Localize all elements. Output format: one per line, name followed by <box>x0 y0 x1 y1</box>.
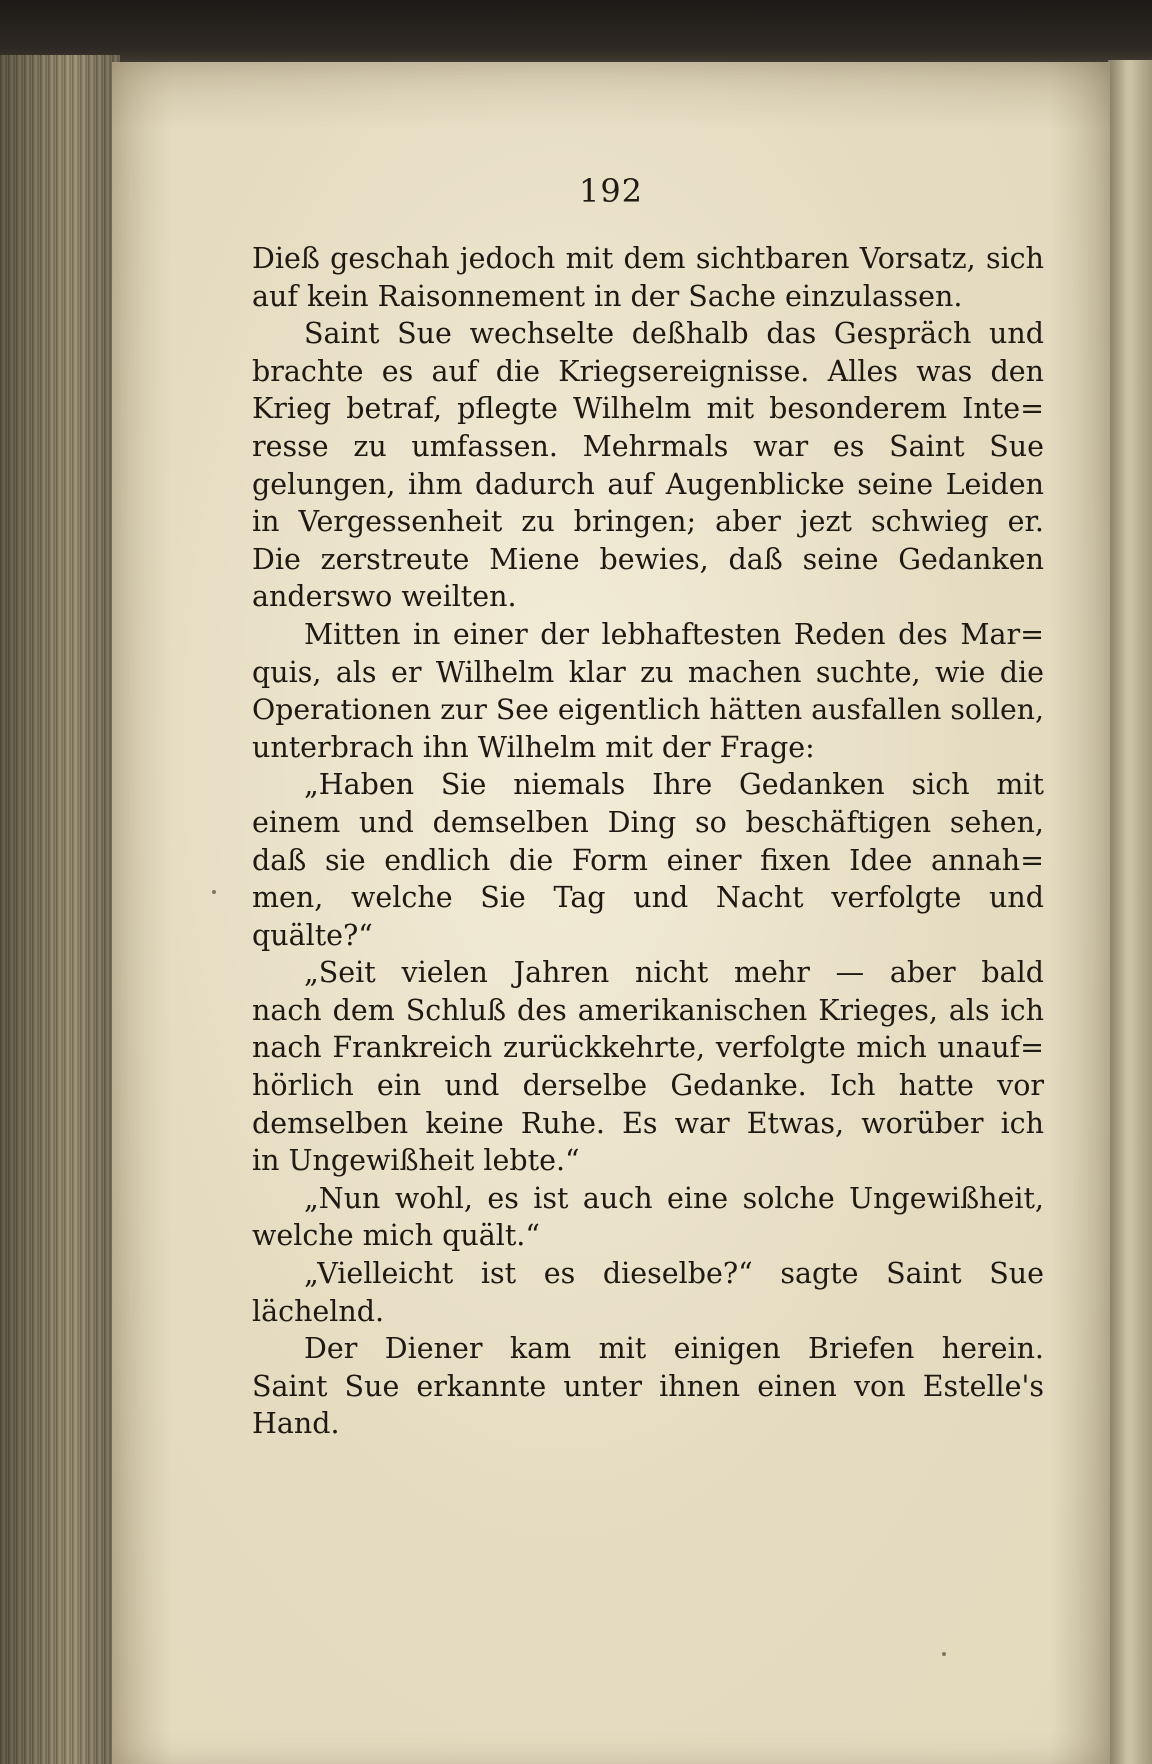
book-page <box>112 62 1110 1764</box>
text-line: daß sie endlich die Form einer fixen Idee annah= <box>252 843 1044 877</box>
paragraph <box>252 315 1044 616</box>
page-number: 192 <box>578 172 644 210</box>
text-line: brachte es auf die Kriegsereignisse. Alles was den <box>252 354 1044 388</box>
text-line: anderswo weilten. <box>252 580 517 614</box>
text-line: einem und demselben Ding so beschäftigen sehen, <box>252 805 1044 839</box>
text-line: nach dem Schluß des amerikanischen Krieges, als ich <box>252 993 1044 1027</box>
text-line: Der Diener kam mit einigen Briefen herein. <box>304 1332 1044 1366</box>
text-line: Die zerstreute Miene bewies, daß seine Gedanken <box>252 542 1044 576</box>
book-cover-edge <box>0 0 1152 70</box>
paragraph <box>252 1330 1044 1443</box>
text-line: in Vergessenheit zu bringen; aber jezt schwieg er. <box>252 505 1044 539</box>
text-line: Mitten in einer der lebhaftesten Reden des Mar= <box>304 617 1044 651</box>
paragraph <box>252 240 1044 315</box>
text-line: „Seit vielen Jahren nicht mehr — aber bald <box>304 956 1044 990</box>
text-line: Operationen zur See eigentlich hätten ausfallen sollen, <box>252 693 1044 727</box>
text-line: Saint Sue erkannte unter ihnen einen von Estelle's <box>252 1369 1044 1403</box>
paragraph <box>252 954 1044 1180</box>
text-line: Krieg betraf, pflegte Wilhelm mit besonderem Inte= <box>252 392 1044 426</box>
text-line: auf kein Raisonnement in der Sache einzulassen. <box>252 279 963 313</box>
text-line: Saint Sue wechselte deßhalb das Gespräch und <box>304 317 1044 351</box>
ink-speck <box>942 1652 946 1656</box>
page-edges-shadow <box>0 55 120 1764</box>
text-line: „Vielleicht ist es dieselbe?“ sagte Saint Sue <box>304 1257 1044 1291</box>
text-line: hörlich ein und derselbe Gedanke. Ich hatte vor <box>252 1069 1044 1103</box>
text-line: Dieß geschah jedoch mit dem sichtbaren Vorsatz, sich <box>252 242 1044 275</box>
text-line: unterbrach ihn Wilhelm mit der Frage: <box>252 730 815 764</box>
text-line: „Nun wohl, es ist auch eine solche Ungewißheit, <box>304 1181 1044 1215</box>
text-line: demselben keine Ruhe. Es war Etwas, worüber ich <box>252 1106 1044 1140</box>
text-line: lächelnd. <box>252 1294 385 1328</box>
text-line: resse zu umfassen. Mehrmals war es Saint Sue <box>252 429 1044 463</box>
ink-speck <box>212 890 216 894</box>
text-line: quälte?“ <box>252 918 373 952</box>
text-line: in Ungewißheit lebte.“ <box>252 1144 580 1178</box>
paragraph <box>252 766 1044 954</box>
text-line: gelungen, ihm dadurch auf Augenblicke seine Leiden <box>252 467 1044 501</box>
paragraph <box>252 1180 1044 1255</box>
paragraph <box>252 1255 1044 1330</box>
page-text <box>252 240 1044 1443</box>
text-line: quis, als er Wilhelm klar zu machen suchte, wie die <box>252 655 1044 689</box>
text-line: „Haben Sie niemals Ihre Gedanken sich mit <box>304 768 1044 802</box>
text-line: Hand. <box>252 1407 340 1441</box>
text-line: men, welche Sie Tag und Nacht verfolgte und <box>252 881 1044 915</box>
text-line: welche mich quält.“ <box>252 1219 540 1253</box>
facing-page-shadow <box>1108 60 1152 1764</box>
text-line: nach Frankreich zurückkehrte, verfolgte mich unauf= <box>252 1031 1044 1065</box>
paragraph <box>252 616 1044 766</box>
